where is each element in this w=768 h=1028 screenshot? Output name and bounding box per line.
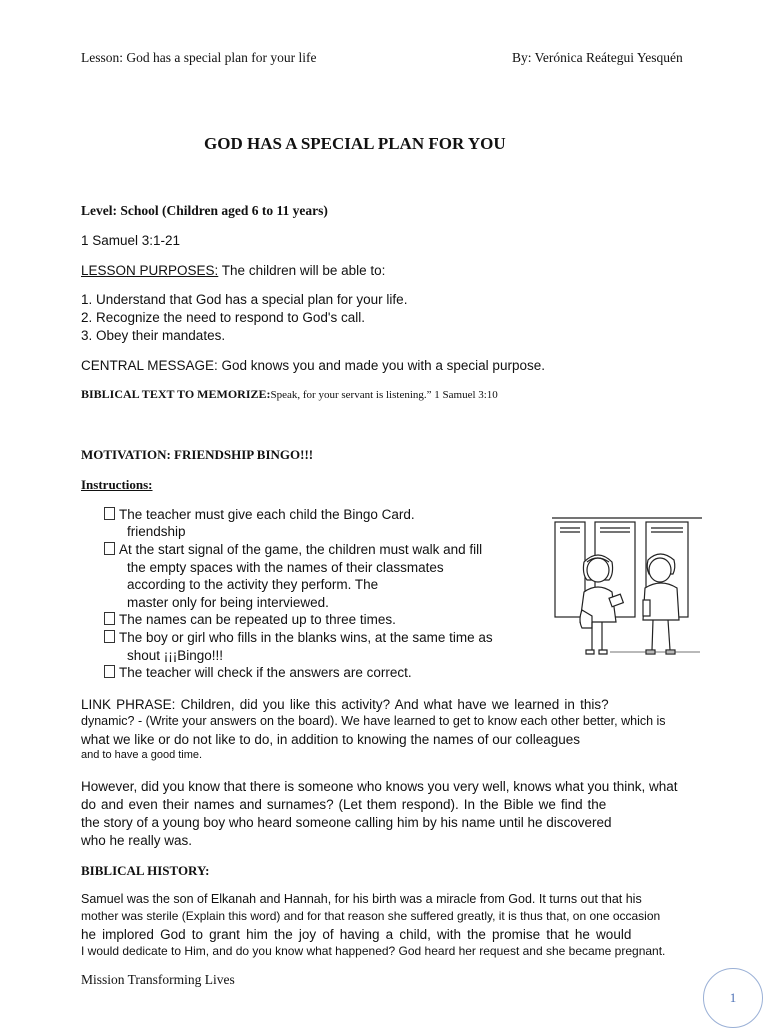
history-line: mother was sterile (Explain this word) and for that reason she suffered greatly, it is thus that, on one occasion [81,909,661,923]
history-line: Samuel was the son of Elkanah and Hannah, for his birth was a miracle from God. It turns out that his [81,892,642,906]
purpose-item: 3. Obey their mandates. [81,328,226,343]
page-number: 1 [703,968,763,1028]
link-phrase-line: and to have a good time. [81,749,203,761]
instruction-item: The teacher must give each child the Bingo Card. [104,507,415,522]
instruction-continuation: shout ¡¡¡Bingo!!! [127,648,224,663]
memorize-text: Speak, for your servant is listening.” 1 Samuel 3:10 [270,389,498,401]
purpose-item: 1. Understand that God has a special plan for your life. [81,292,408,307]
purposes-line [81,263,385,278]
instruction-item: The names can be repeated up to three times. [104,612,396,627]
bullet-box-icon [104,612,115,625]
instruction-continuation: the empty spaces with the names of their classmates [127,560,444,575]
purposes-intro: The children will be able to: [218,263,386,278]
bullet-box-icon [104,542,115,555]
header-lesson: Lesson: God has a special plan for your life [81,50,317,65]
history-line: he implored God to grant him the joy of having a child, with the promise that he would [81,927,632,942]
footer-text: Mission Transforming Lives [81,972,235,987]
page-title: GOD HAS A SPECIAL PLAN FOR YOU [204,134,506,153]
instruction-item: At the start signal of the game, the children must walk and fill [104,542,482,557]
however-line: do and even their names and surnames? (Let them respond). In the Bible we find the [81,797,607,812]
link-phrase-line: dynamic? - (Write your answers on the board). We have learned to get to know each other better, which is [81,714,666,728]
link-phrase-line: LINK PHRASE: Children, did you like this activity? And what have we learned in this? [81,697,609,712]
however-line: who he really was. [81,833,193,848]
however-line: the story of a young boy who heard someone calling him by his name until he discovered [81,815,612,830]
central-message: CENTRAL MESSAGE: God knows you and made you with a special purpose. [81,358,545,373]
scripture-reference: 1 Samuel 3:1-21 [81,233,181,248]
purpose-item: 2. Recognize the need to respond to God's call. [81,310,366,325]
however-line: However, did you know that there is someone who knows you very well, knows what you think, what [81,779,678,794]
level-text: Level: School (Children aged 6 to 11 years) [81,203,328,218]
instruction-item: The boy or girl who fills in the blanks wins, at the same time as [104,630,493,645]
purposes-heading: LESSON PURPOSES: [81,263,219,278]
link-phrase-line: what we like or do not like to do, in addition to knowing the names of our colleagues [81,732,581,747]
instruction-continuation: according to the activity they perform. The [127,577,379,592]
history-heading: BIBLICAL HISTORY: [81,863,210,878]
bullet-box-icon [104,665,115,678]
instruction-item: The teacher will check if the answers are correct. [104,665,412,680]
memorize-line [81,387,498,402]
memorize-label: BIBLICAL TEXT TO MEMORIZE: [81,387,271,401]
motivation-heading: MOTIVATION: FRIENDSHIP BINGO!!! [81,447,314,462]
instructions-label: Instructions: [81,477,153,492]
instruction-continuation: friendship [127,524,186,539]
bullet-box-icon [104,630,115,643]
header-author: By: Verónica Reátegui Yesquén [512,50,683,65]
children-illustration [550,512,705,657]
bullet-box-icon [104,507,115,520]
instruction-continuation: master only for being interviewed. [127,595,329,610]
history-line: I would dedicate to Him, and do you know what happened? God heard her request and she became pregnant. [81,944,666,958]
